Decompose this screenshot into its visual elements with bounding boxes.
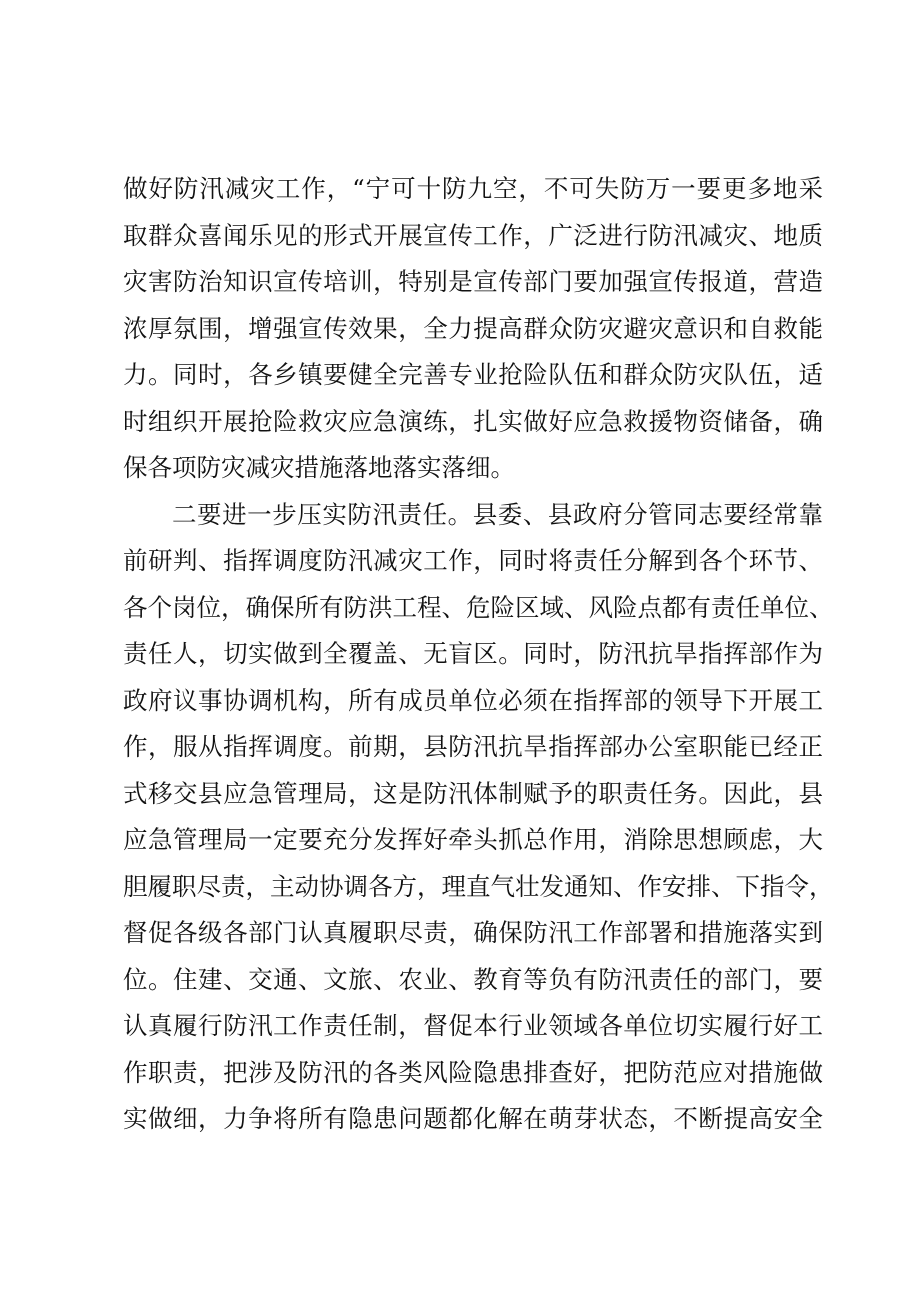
text-line: 时组织开展抢险救灾应急演练，扎实做好应急救援物资储备，确: [123, 406, 823, 436]
paragraph-2: [123, 492, 834, 1143]
text-line: 灾害防治知识宣传培训，特别是宣传部门要加强宣传报道，营造: [123, 267, 823, 296]
text-line: 责任人，切实做到全覆盖、无盲区。同时，防汛抗旱指挥部作为: [123, 639, 823, 668]
text-line: 力。同时，各乡镇要健全完善专业抢险队伍和群众防灾队伍，适: [123, 360, 823, 389]
text-line: 式移交县应急管理局，这是防汛体制赋予的职责任务。因此，县: [123, 778, 823, 808]
text-line: 督促各级各部门认真履职尽责，确保防汛工作部署和措施落实到: [123, 918, 823, 947]
text-line: 做好防汛减灾工作，“宁可十防九空，不可失防万一要更多地采: [123, 174, 823, 203]
text-line: 位。住建、交通、文旅、农业、教育等负有防汛责任的部门，要: [123, 964, 823, 994]
document-body: [123, 166, 834, 1143]
text-line: 作职责，把涉及防汛的各类风险隐患排查好，把防范应对措施做: [123, 1057, 823, 1087]
text-line: 前研判、指挥调度防汛减灾工作，同时将责任分解到各个环节、: [123, 546, 823, 575]
text-line: 二要进一步压实防汛责任。县委、县政府分管同志要经常靠: [172, 499, 823, 529]
text-line: 认真履行防汛工作责任制，督促本行业领域各单位切实履行好工: [123, 1011, 823, 1040]
text-line: 政府议事协调机构，所有成员单位必须在指挥部的领导下开展工: [123, 685, 823, 715]
text-line: 胆履职尽责，主动协调各方，理直气壮发通知、作安排、下指令，: [123, 871, 834, 901]
text-line: 应急管理局一定要充分发挥好牵头抓总作用，消除思想顾虑，大: [123, 825, 823, 854]
text-line: 实做细，力争将所有隐患问题都化解在萌芽状态，不断提高安全: [123, 1104, 823, 1133]
text-line: 保各项防灾减灾措施落地落实落细。: [123, 453, 515, 482]
paragraph-1: [123, 166, 823, 492]
text-line: 浓厚氛围，增强宣传效果，全力提高群众防灾避灾意识和自救能: [123, 313, 823, 343]
text-line: 作，服从指挥调度。前期，县防汛抗旱指挥部办公室职能已经正: [123, 732, 823, 761]
text-line: 各个岗位，确保所有防洪工程、危险区域、风险点都有责任单位、: [123, 592, 834, 622]
text-line: 取群众喜闻乐见的形式开展宣传工作，广泛进行防汛减灾、地质: [123, 220, 823, 250]
